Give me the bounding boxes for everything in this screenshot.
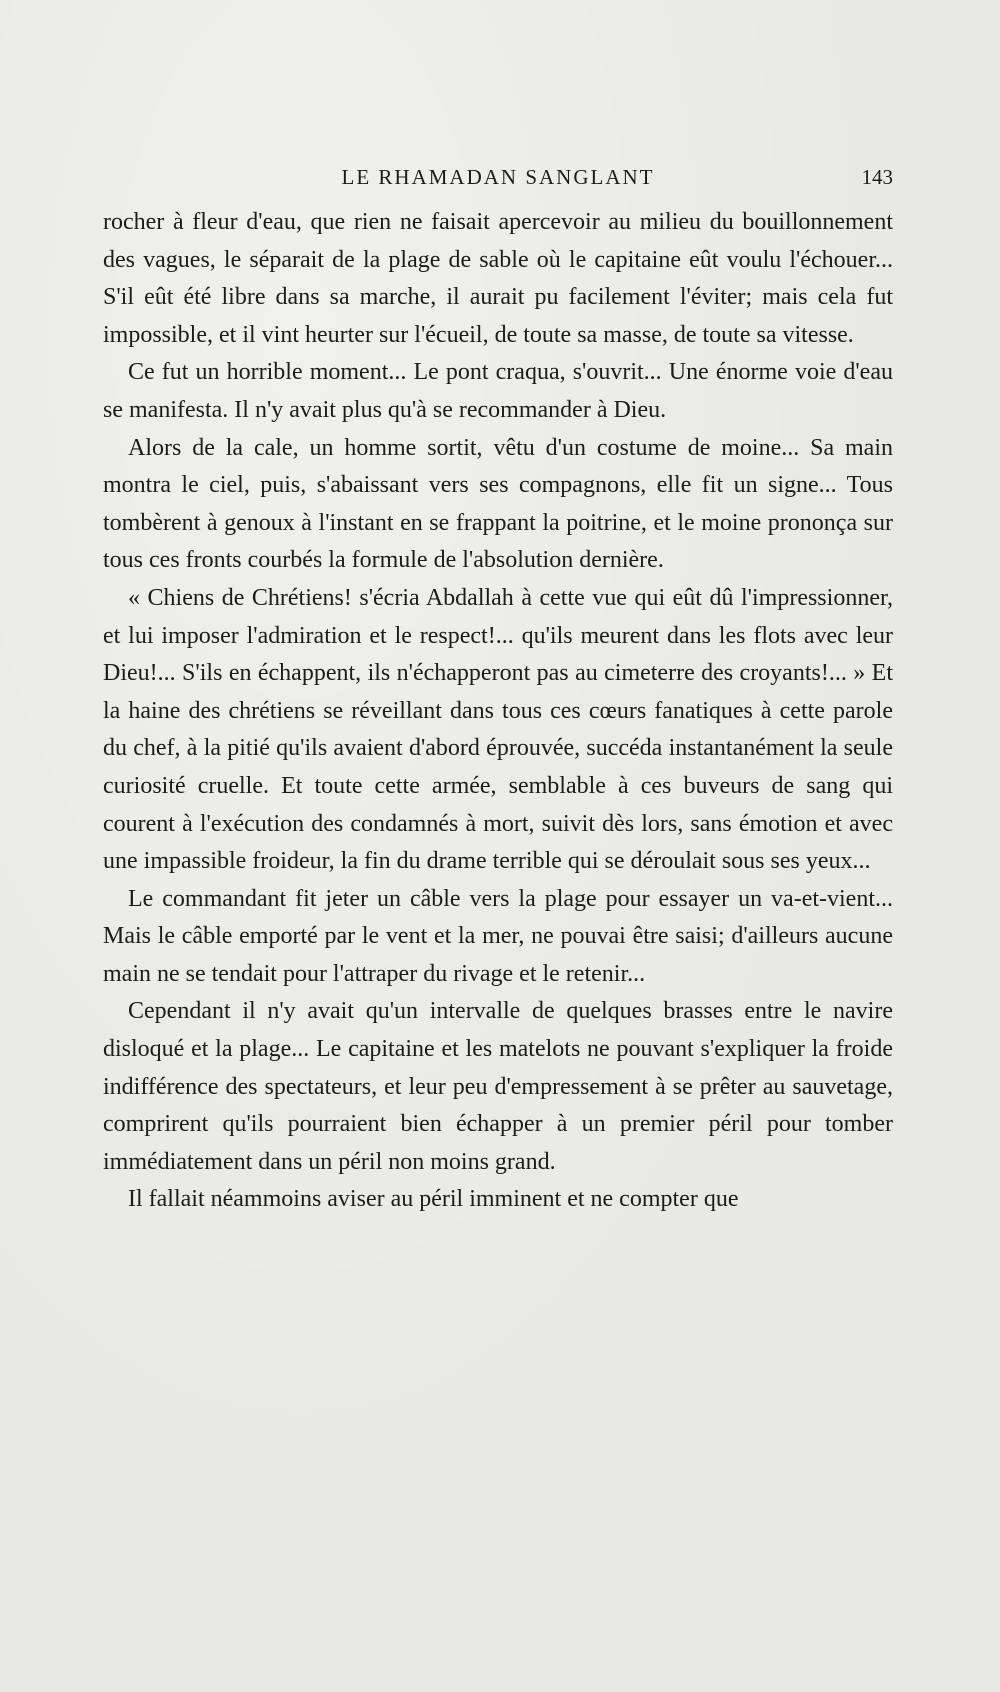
paragraph: « Chiens de Chrétiens! s'écria Abdallah à cette vue qui eût dû l'impressionner, et lui imposer l'admiration et le respect!... qu'ils meurent dans les flots avec leur Dieu!... S'ils en échappent, ils n'échapperont pas au cimeterre des croyants!... » Et la haine des chrétiens se réveillant dans tous ces cœurs fanatiques à cette parole du chef, à la pitié qu'ils avaient d'abord éprouvée, succéda instantanément la seule curiosité cruelle. Et toute cette armée, semblable à ces buveurs de sang qui courent à l'exécution des condamnés à mort, suivit dès lors, sans émotion et avec une impassible froideur, la fin du drame terrible qui se déroulait sous ses yeux...: [103, 584, 893, 875]
paragraph: rocher à fleur d'eau, que rien ne faisait apercevoir au milieu du bouillonnement des vagues, le séparait de la plage de sable où le capitaine eût voulu l'échouer... S'il eût été libre dans sa marche, il aurait pu facilement l'éviter; mais cela fut impossible, et il vint heurter sur l'écueil, de toute sa masse, de toute sa vitesse.: [103, 209, 893, 348]
paragraph: Le commandant fit jeter un câble vers la plage pour essayer un va-et-vient... Mais le câble emporté par le vent et la mer, ne pouvai être saisi; d'ailleurs aucune main ne se tendait pour l'attraper du rivage et le retenir...: [103, 885, 893, 987]
page-number: 143: [861, 165, 893, 189]
paragraph: Il fallait néammoins aviser au péril imminent et ne compter que: [128, 1186, 739, 1213]
running-head-title: LE RHAMADAN SANGLANT: [341, 165, 655, 189]
paragraph: Alors de la cale, un homme sortit, vêtu d'un costume de moine... Sa main montra le ciel, puis, s'abaissant vers ses compagnons, elle fit un signe... Tous tombèrent à genoux à l'instant en se frappant la poitrine, et le moine prononça sur tous ces fronts courbés la formule de l'absolution dernière.: [103, 434, 893, 574]
body-text: [103, 204, 893, 1219]
paragraph: Ce fut un horrible moment... Le pont craqua, s'ouvrit... Une énorme voie d'eau se manifesta. Il n'y avait plus qu'à se recommander à Dieu.: [103, 359, 893, 423]
running-head: [103, 165, 893, 199]
paragraph: Cependant il n'y avait qu'un intervalle de quelques brasses entre le navire disloqué et la plage... Le capitaine et les matelots ne pouvant s'expliquer la froide indifférence des spectateurs, et leur peu d'empressement à se prêter au sauvetage, comprirent qu'ils pourraient bien échapper à un premier péril pour tomber immédiatement dans un péril non moins grand.: [103, 998, 893, 1175]
